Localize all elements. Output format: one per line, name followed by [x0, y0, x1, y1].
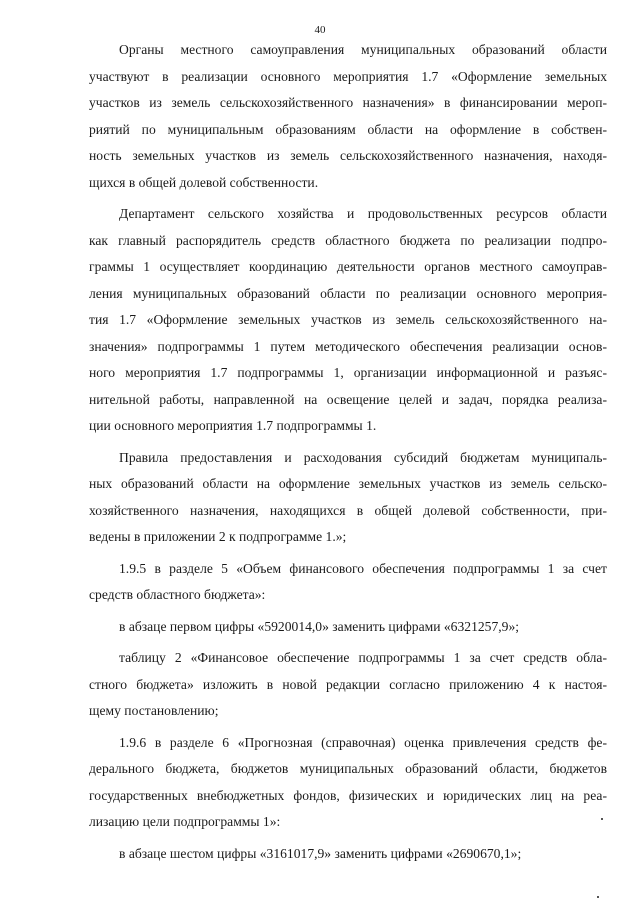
text-line: 1.9.5 в разделе 5 «Объем финансового обеспечения подпрограммы 1 за счет [119, 560, 607, 576]
text-line: Правила предоставления и расходования субсидий бюджетам муниципаль- [119, 449, 607, 465]
text-line: участвуют в реализации основного мероприятия 1.7 «Оформление земельных [89, 68, 607, 84]
text-line: стного бюджета» изложить в новой редакции согласно приложению 4 к настоя- [89, 676, 607, 692]
text-line: лизацию цели подпрограммы 1»: [89, 814, 281, 829]
text-line: 1.9.6 в разделе 6 «Прогнозная (справочная) оценка привлечения средств фе- [119, 734, 607, 750]
text-line: значения» подпрограммы 1 путем методического обеспечения реализации основ- [89, 338, 607, 354]
text-line: Органы местного самоуправления муниципальных образований области [119, 42, 607, 57]
text-line: щему постановлению; [89, 703, 219, 718]
scan-speck [601, 818, 603, 820]
text-line: участков из земель сельскохозяйственного назначения» в финансировании мероп- [89, 95, 607, 110]
text-line: граммы 1 осуществляет координацию деятельности органов местного самоупрaв- [89, 259, 607, 274]
text-line: тия 1.7 «Оформление земельных участков из земель сельскохозяйственного на- [89, 312, 607, 327]
text-line: риятий по муниципальным образованиям области на оформление в собствен- [89, 121, 607, 137]
text-line: хозяйственного назначения, находящихся в общей долевой собственности, при- [89, 502, 607, 518]
body-text [89, 37, 607, 867]
text-line: щихся в общей долевой собственности. [89, 174, 319, 190]
text-line: в абзаце шестом цифры «3161017,9» заменить цифрами «2690670,1»; [119, 845, 522, 861]
text-line: нительной работы, направленной на освещение целей и задач, порядка реализа- [89, 391, 607, 407]
text-line: средств областного бюджета»: [89, 587, 266, 602]
text-line: таблицу 2 «Финансовое обеспечение подпрограммы 1 за счет средств обла- [119, 650, 607, 665]
text-line: ления муниципальных образований области по реализации основного мероприя- [89, 285, 607, 301]
text-line: в абзаце первом цифры «5920014,0» заменить цифрами «6321257,9»; [119, 618, 520, 634]
text-line: Департамент сельского хозяйства и продовольственных ресурсов области [119, 206, 607, 221]
text-line: ных образований области на оформление земельных участков из земель сельско- [89, 476, 607, 491]
text-line: ного мероприятия 1.7 подпрограммы 1, организации информационной и разъяс- [89, 365, 607, 380]
text-line: ведены в приложении 2 к подпрограмме 1.»; [89, 529, 347, 544]
scan-speck [597, 896, 599, 898]
page-number: 40 [314, 24, 326, 36]
text-line: государственных внебюджетных фондов, физических и юридических лиц на реа- [89, 787, 607, 803]
text-line: дерального бюджета, бюджетов муниципальных образований области, бюджетов [89, 761, 607, 776]
text-line: как главный распорядитель средств областного бюджета по реализации подпро- [89, 232, 607, 248]
text-line: ность земельных участков из земель сельскохозяйственного назначения, находя- [89, 148, 607, 163]
text-line: ции основного мероприятия 1.7 подпрограммы 1. [89, 418, 377, 433]
